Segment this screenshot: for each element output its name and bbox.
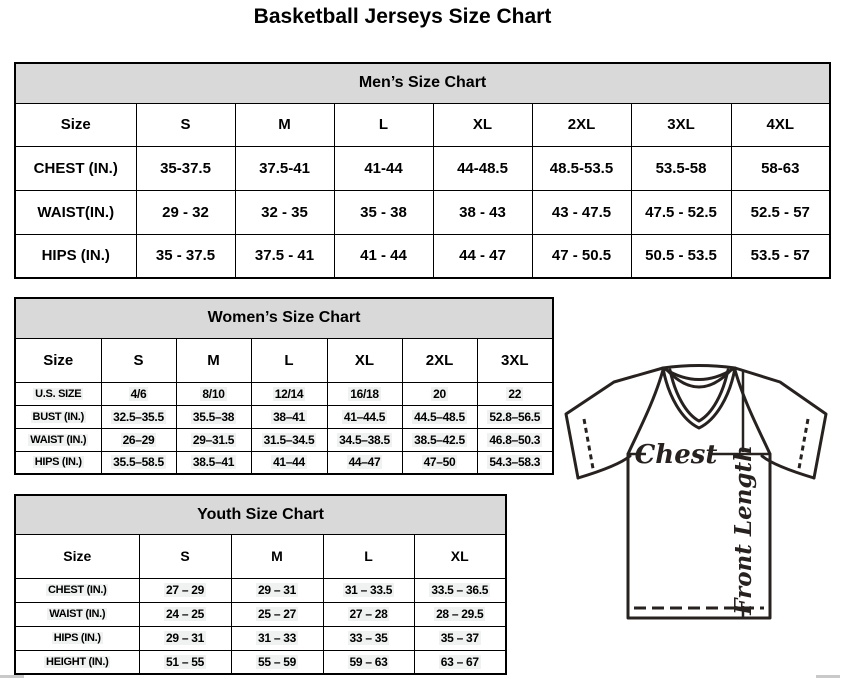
youth-table-row bbox=[15, 578, 506, 602]
womens-header-cell: XL bbox=[327, 338, 402, 382]
youth-row-label: HIPS (IN.) bbox=[15, 626, 139, 650]
mens-data-cell: 47.5 - 52.5 bbox=[631, 190, 731, 234]
womens-header-cell: 2XL bbox=[402, 338, 477, 382]
youth-data-cell: 29 – 31 bbox=[231, 578, 323, 602]
mens-data-cell: 52.5 - 57 bbox=[731, 190, 830, 234]
womens-chart-title: Women’s Size Chart bbox=[15, 298, 553, 338]
mens-data-cell: 38 - 43 bbox=[433, 190, 532, 234]
scrollbar-fragment-right[interactable] bbox=[816, 675, 840, 678]
page-title: Basketball Jerseys Size Chart bbox=[253, 5, 552, 28]
mens-data-cell: 44 - 47 bbox=[433, 234, 532, 278]
mens-header-cell: M bbox=[235, 103, 334, 146]
youth-header-cell: Size bbox=[15, 534, 139, 578]
womens-data-cell: 35.5–58.5 bbox=[101, 451, 176, 474]
womens-data-cell: 46.8–50.3 bbox=[477, 428, 553, 451]
mens-data-cell: 47 - 50.5 bbox=[532, 234, 631, 278]
youth-data-cell: 63 – 67 bbox=[414, 650, 506, 674]
mens-header-cell: S bbox=[136, 103, 235, 146]
womens-row-label: U.S. SIZE bbox=[15, 382, 101, 405]
mens-size-table bbox=[14, 62, 831, 279]
womens-data-cell: 34.5–38.5 bbox=[327, 428, 402, 451]
womens-data-cell: 22 bbox=[477, 382, 553, 405]
mens-data-cell: 53.5-58 bbox=[631, 146, 731, 190]
womens-header-cell: 3XL bbox=[477, 338, 553, 382]
mens-chart-title: Men’s Size Chart bbox=[15, 63, 830, 103]
youth-header-cell: L bbox=[323, 534, 414, 578]
womens-row-label: HIPS (IN.) bbox=[15, 451, 101, 474]
mens-data-cell: 37.5-41 bbox=[235, 146, 334, 190]
womens-data-cell: 41–44 bbox=[251, 451, 327, 474]
womens-header-cell: M bbox=[176, 338, 251, 382]
youth-data-cell: 24 – 25 bbox=[139, 602, 231, 626]
youth-header-cell: S bbox=[139, 534, 231, 578]
chest-label: Chest bbox=[634, 440, 718, 470]
mens-data-cell: 29 - 32 bbox=[136, 190, 235, 234]
womens-data-cell: 44–47 bbox=[327, 451, 402, 474]
womens-table-row bbox=[15, 405, 553, 428]
mens-data-cell: 35-37.5 bbox=[136, 146, 235, 190]
youth-data-cell: 59 – 63 bbox=[323, 650, 414, 674]
youth-header-cell: XL bbox=[414, 534, 506, 578]
youth-table-row bbox=[15, 602, 506, 626]
youth-data-cell: 55 – 59 bbox=[231, 650, 323, 674]
mens-data-cell: 37.5 - 41 bbox=[235, 234, 334, 278]
youth-data-cell: 29 – 31 bbox=[139, 626, 231, 650]
mens-header-cell: 3XL bbox=[631, 103, 731, 146]
mens-data-cell: 32 - 35 bbox=[235, 190, 334, 234]
mens-data-cell: 35 - 38 bbox=[334, 190, 433, 234]
youth-data-cell: 27 – 28 bbox=[323, 602, 414, 626]
womens-size-table bbox=[14, 297, 554, 475]
youth-data-cell: 51 – 55 bbox=[139, 650, 231, 674]
womens-data-cell: 8/10 bbox=[176, 382, 251, 405]
womens-data-cell: 44.5–48.5 bbox=[402, 405, 477, 428]
womens-data-cell: 54.3–58.3 bbox=[477, 451, 553, 474]
womens-data-cell: 16/18 bbox=[327, 382, 402, 405]
mens-table-row bbox=[15, 190, 830, 234]
youth-data-cell: 25 – 27 bbox=[231, 602, 323, 626]
mens-row-label: WAIST(IN.) bbox=[15, 190, 136, 234]
mens-data-cell: 41 - 44 bbox=[334, 234, 433, 278]
womens-data-cell: 32.5–35.5 bbox=[101, 405, 176, 428]
jersey-measurement-diagram bbox=[558, 362, 834, 626]
womens-data-cell: 38.5–41 bbox=[176, 451, 251, 474]
womens-row-label: WAIST (IN.) bbox=[15, 428, 101, 451]
youth-data-cell: 35 – 37 bbox=[414, 626, 506, 650]
jersey-outline bbox=[566, 366, 826, 619]
youth-table-row bbox=[15, 650, 506, 674]
womens-data-cell: 20 bbox=[402, 382, 477, 405]
mens-row-label: CHEST (IN.) bbox=[15, 146, 136, 190]
mens-header-cell: 4XL bbox=[731, 103, 830, 146]
youth-data-cell: 33 – 35 bbox=[323, 626, 414, 650]
womens-data-cell: 41–44.5 bbox=[327, 405, 402, 428]
mens-data-cell: 41-44 bbox=[334, 146, 433, 190]
womens-data-cell: 4/6 bbox=[101, 382, 176, 405]
mens-data-cell: 53.5 - 57 bbox=[731, 234, 830, 278]
womens-data-cell: 38.5–42.5 bbox=[402, 428, 477, 451]
womens-header-cell: S bbox=[101, 338, 176, 382]
youth-header-cell: M bbox=[231, 534, 323, 578]
mens-data-cell: 43 - 47.5 bbox=[532, 190, 631, 234]
youth-data-cell: 27 – 29 bbox=[139, 578, 231, 602]
womens-table-row bbox=[15, 451, 553, 474]
mens-table-row bbox=[15, 146, 830, 190]
youth-data-cell: 28 – 29.5 bbox=[414, 602, 506, 626]
mens-data-cell: 58-63 bbox=[731, 146, 830, 190]
womens-table-row bbox=[15, 428, 553, 451]
womens-data-cell: 29–31.5 bbox=[176, 428, 251, 451]
youth-table-row bbox=[15, 626, 506, 650]
youth-data-cell: 31 – 33.5 bbox=[323, 578, 414, 602]
youth-size-table bbox=[14, 494, 507, 675]
womens-data-cell: 52.8–56.5 bbox=[477, 405, 553, 428]
mens-data-cell: 48.5-53.5 bbox=[532, 146, 631, 190]
mens-header-cell: 2XL bbox=[532, 103, 631, 146]
youth-data-cell: 33.5 – 36.5 bbox=[414, 578, 506, 602]
scrollbar-fragment-left[interactable] bbox=[0, 675, 24, 678]
mens-table-row bbox=[15, 234, 830, 278]
front-length-label: Front Length bbox=[730, 445, 757, 615]
youth-row-label: WAIST (IN.) bbox=[15, 602, 139, 626]
youth-data-cell: 31 – 33 bbox=[231, 626, 323, 650]
youth-row-label: CHEST (IN.) bbox=[15, 578, 139, 602]
youth-row-label: HEIGHT (IN.) bbox=[15, 650, 139, 674]
mens-header-cell: L bbox=[334, 103, 433, 146]
womens-data-cell: 12/14 bbox=[251, 382, 327, 405]
womens-data-cell: 26–29 bbox=[101, 428, 176, 451]
womens-header-cell: L bbox=[251, 338, 327, 382]
mens-row-label: HIPS (IN.) bbox=[15, 234, 136, 278]
womens-row-label: BUST (IN.) bbox=[15, 405, 101, 428]
womens-data-cell: 38–41 bbox=[251, 405, 327, 428]
mens-header-cell: Size bbox=[15, 103, 136, 146]
womens-data-cell: 35.5–38 bbox=[176, 405, 251, 428]
youth-chart-title: Youth Size Chart bbox=[15, 495, 506, 534]
mens-data-cell: 44-48.5 bbox=[433, 146, 532, 190]
mens-header-cell: XL bbox=[433, 103, 532, 146]
womens-data-cell: 31.5–34.5 bbox=[251, 428, 327, 451]
womens-header-cell: Size bbox=[15, 338, 101, 382]
womens-table-row bbox=[15, 382, 553, 405]
womens-data-cell: 47–50 bbox=[402, 451, 477, 474]
mens-data-cell: 50.5 - 53.5 bbox=[631, 234, 731, 278]
mens-data-cell: 35 - 37.5 bbox=[136, 234, 235, 278]
